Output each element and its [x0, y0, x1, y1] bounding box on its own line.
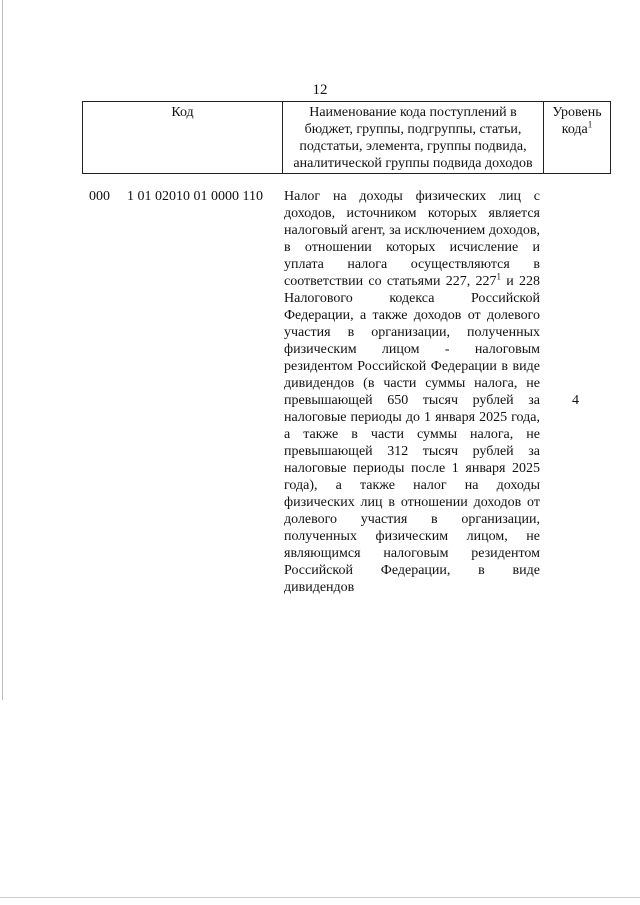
article-superscript: 1 [496, 271, 501, 282]
column-header-code-label: Код [171, 105, 194, 120]
column-header-level-label: Уровень кода [552, 105, 602, 137]
column-header-name-label: Наименование кода поступлений в бюджет, группы, подгруппы, статьи, подстатьи, элемента, группы подвида, аналитической группы подвида доходов [293, 105, 533, 171]
column-header-code [83, 102, 283, 174]
page-number: 12 [312, 82, 328, 98]
income-description-part2: и 228 Налогового кодекса Российской Федерации, а также доходов от долевого участия в организации, полученных физическим лицом - налоговым резидентом Российской Федерации в виде дивидендов (в части суммы налога, не превышающей 650 тысяч рублей за налоговые периоды до 1 января 2025 года, а также в части суммы налога, не превышающей 312 тысяч рублей за налоговые периоды после 1 января 2025 года), а также налог на доходы физических лиц в отношении доходов от долевого участия в организации, полученных физическим лицом, не являющимся налоговым резидентом Российской Федерации, в виде дивидендов [284, 274, 541, 595]
admin-code: 000 [89, 189, 110, 204]
income-description [284, 188, 540, 596]
level-footnote-mark: 1 [587, 119, 593, 130]
column-header-level [544, 102, 611, 174]
page-bottom-edge [0, 897, 640, 898]
code-level: 4 [572, 393, 579, 408]
table-header [82, 101, 611, 174]
scan-margin-line [2, 0, 3, 700]
column-header-name [283, 102, 544, 174]
income-description-part1: Налог на доходы физических лиц с доходов, источником которых является налоговый агент, за исключением доходов, в отношении которых исчисление и уплата налога осуществляются в соответствии со статьями 227, 227 [284, 189, 540, 289]
income-code: 1 01 02010 01 0000 110 [127, 189, 263, 204]
